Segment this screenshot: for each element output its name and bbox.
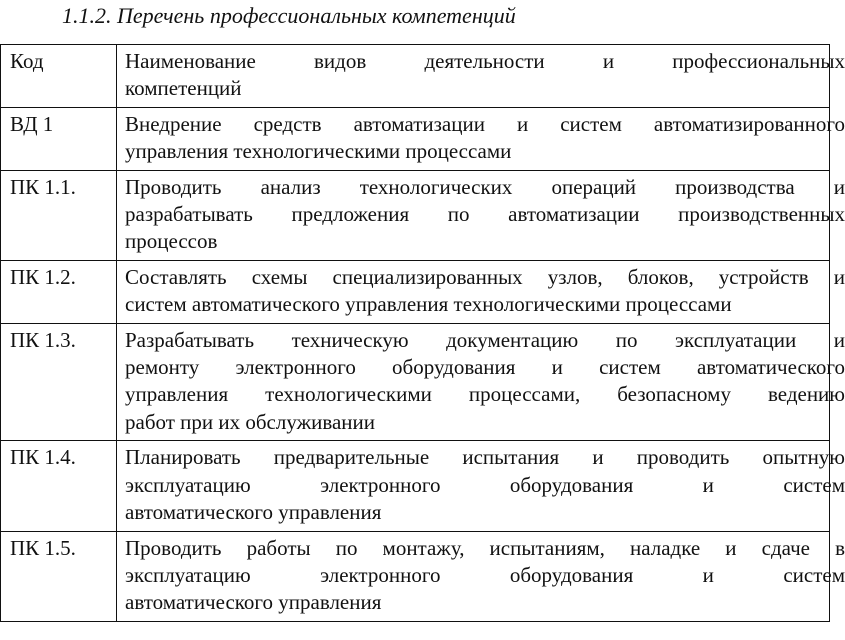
competency-code-cell: ВД 1 <box>1 107 117 170</box>
competency-name-cell <box>117 260 845 323</box>
competency-name-line: эксплуатацию электронного оборудования и систем <box>125 472 845 497</box>
competency-name-line: процессов <box>125 229 218 254</box>
competency-name-cell <box>117 441 845 531</box>
competency-name-line: Внедрение средств автоматизации и систем автоматизированного <box>125 111 845 136</box>
competency-name-line: ремонту электронного оборудования и систем автоматического <box>125 355 845 380</box>
competencies-table-wrapper <box>0 44 845 615</box>
competency-name-line: управления технологическими процессами <box>125 139 512 164</box>
competency-name-cell <box>117 323 845 441</box>
competency-name-line: систем автоматического управления технологическими процессами <box>125 292 732 317</box>
table-row <box>1 107 830 170</box>
competency-name-cell <box>117 107 845 170</box>
competency-name-line: Разрабатывать техническую документацию по эксплуатации и <box>125 327 845 352</box>
page-heading: 1.1.2. Перечень профессиональных компетенций <box>62 3 516 28</box>
competency-code-cell: ПК 1.1. <box>1 170 117 260</box>
header-name-line: компетенций <box>125 76 242 101</box>
competency-name-cell <box>117 531 845 621</box>
table-row <box>1 323 830 441</box>
competency-name-line: разрабатывать предложения по автоматизации производственных <box>125 202 845 227</box>
competency-name-line: автоматического управления <box>125 590 382 615</box>
competency-name-line: работ при их обслуживании <box>125 409 376 434</box>
table-row <box>1 260 830 323</box>
competency-code-cell: ПК 1.3. <box>1 323 117 441</box>
competency-name-line: эксплуатацию электронного оборудования и систем <box>125 562 845 587</box>
competency-code-cell: ПК 1.5. <box>1 531 117 621</box>
competency-name-line: Проводить работы по монтажу, испытаниям, наладке и сдаче в <box>125 535 845 560</box>
competency-name-line: Проводить анализ технологических операций производства и <box>125 174 845 199</box>
competency-name-line: автоматического управления <box>125 500 382 525</box>
competency-code-cell: ПК 1.4. <box>1 441 117 531</box>
header-code-cell: Код <box>1 45 117 108</box>
competency-name-line: Составлять схемы специализированных узлов, блоков, устройств и <box>125 264 845 289</box>
competencies-table <box>0 44 845 622</box>
competency-name-line: Планировать предварительные испытания и проводить опытную <box>125 445 845 470</box>
header-name-line: Наименование видов деятельности и профессиональных <box>125 49 845 73</box>
table-row <box>1 531 830 621</box>
competency-code-cell: ПК 1.2. <box>1 260 117 323</box>
table-header-row <box>1 45 830 108</box>
header-name-cell <box>117 45 845 108</box>
competency-name-cell <box>117 170 845 260</box>
table-row <box>1 441 830 531</box>
competency-name-line: управления технологическими процессами, безопасному ведению <box>125 382 845 407</box>
table-row <box>1 170 830 260</box>
